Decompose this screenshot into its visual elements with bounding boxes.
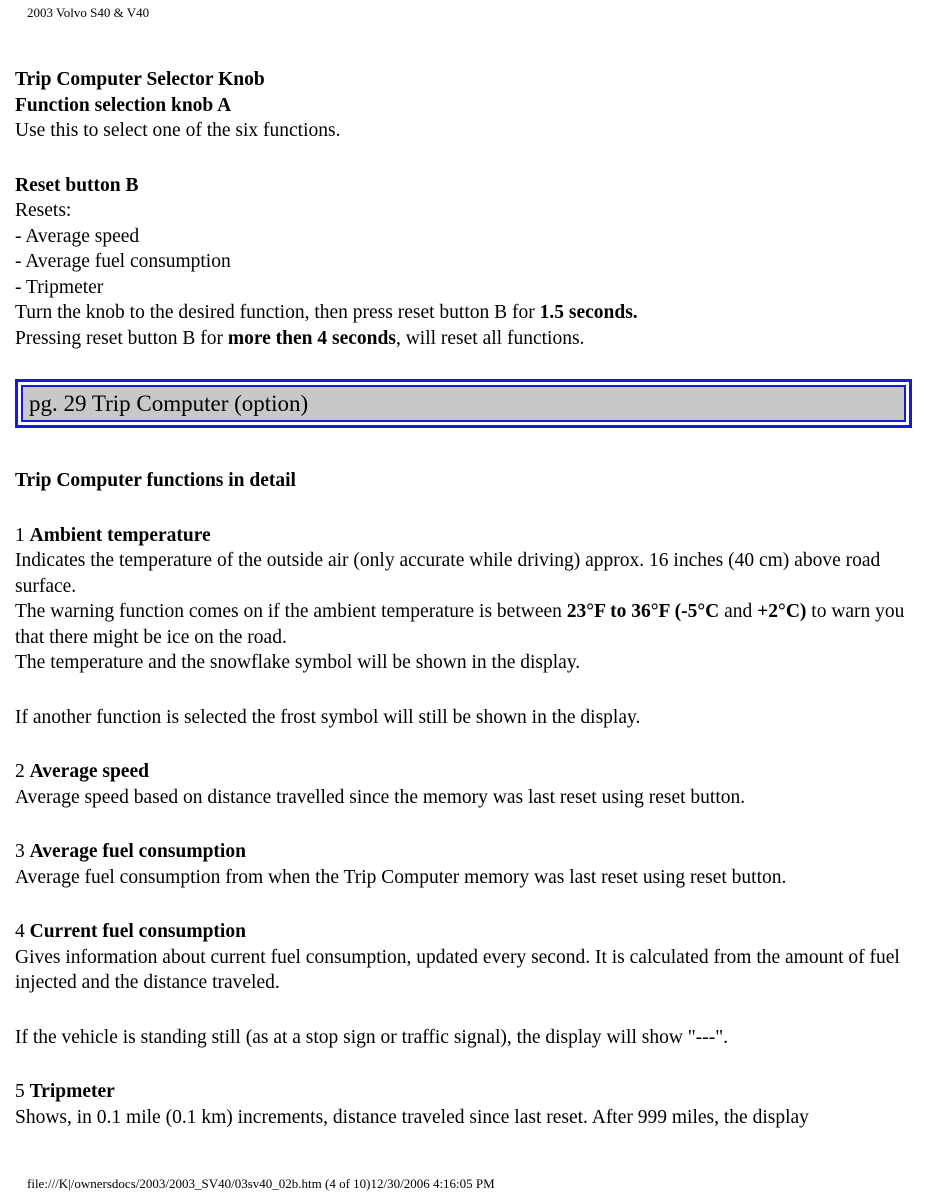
page-banner-label: pg. 29 Trip Computer (option) <box>21 385 906 422</box>
tripmeter-description: Shows, in 0.1 mile (0.1 km) increments, distance traveled since last reset. After 999 miles, the display <box>15 1106 809 1128</box>
document-footer-path: file:///K|/ownersdocs/2003/2003_SV40/03sv40_02b.htm (4 of 10)12/30/2006 4:16:05 PM <box>27 1176 495 1191</box>
functions-section <box>15 468 913 1130</box>
knob-and-reset-section <box>15 67 913 351</box>
knob-heading: Trip Computer Selector Knob <box>15 69 265 90</box>
ambient-display-note: The temperature and the snowflake symbol will be shown in the display. <box>15 652 581 673</box>
reset-intro: Resets: <box>15 200 72 221</box>
avg-speed-title: 2 Average speed <box>15 761 149 782</box>
functions-heading: Trip Computer functions in detail <box>15 470 296 491</box>
knob-description: Use this to select one of the six functions. <box>15 120 341 141</box>
ambient-warning: The warning function comes on if the ambient temperature is between 23°F to 36°F (-5°C and +2°C) to warn you that there might be ice on the road. <box>15 601 905 648</box>
knob-subheading: Function selection knob A <box>15 94 232 116</box>
cur-fuel-title: 4 Current fuel consumption <box>15 921 246 942</box>
tripmeter-title: 5 Tripmeter <box>15 1081 115 1102</box>
avg-fuel-description: Average fuel consumption from when the Trip Computer memory was last reset using reset button. <box>15 866 787 888</box>
reset-list-item: - Average fuel consumption <box>15 251 231 272</box>
ambient-description: Indicates the temperature of the outside air (only accurate while driving) approx. 16 inches (40 cm) above road surface. <box>15 550 881 597</box>
reset-heading: Reset button B <box>15 174 139 196</box>
reset-instruction: Turn the knob to the desired function, then press reset button B for 1.5 seconds. <box>15 302 638 323</box>
avg-fuel-title: 3 Average fuel consumption <box>15 841 246 862</box>
reset-all-instruction: Pressing reset button B for more then 4 seconds, will reset all functions. <box>15 327 585 349</box>
ambient-other-note: If another function is selected the frost symbol will still be shown in the display. <box>15 706 641 728</box>
document-header: 2003 Volvo S40 & V40 <box>27 5 150 20</box>
cur-fuel-standing-note: If the vehicle is standing still (as at a stop sign or traffic signal), the display will show "---". <box>15 1026 729 1048</box>
avg-speed-description: Average speed based on distance travelled since the memory was last reset using reset button. <box>15 786 746 808</box>
page-banner <box>15 379 912 428</box>
reset-list-item: - Tripmeter <box>15 276 104 298</box>
ambient-title: 1 Ambient temperature <box>15 524 211 546</box>
reset-list-item: - Average speed <box>15 225 140 247</box>
cur-fuel-description: Gives information about current fuel consumption, updated every second. It is calculated from the amount of fuel injected and the distance traveled. <box>15 946 900 993</box>
